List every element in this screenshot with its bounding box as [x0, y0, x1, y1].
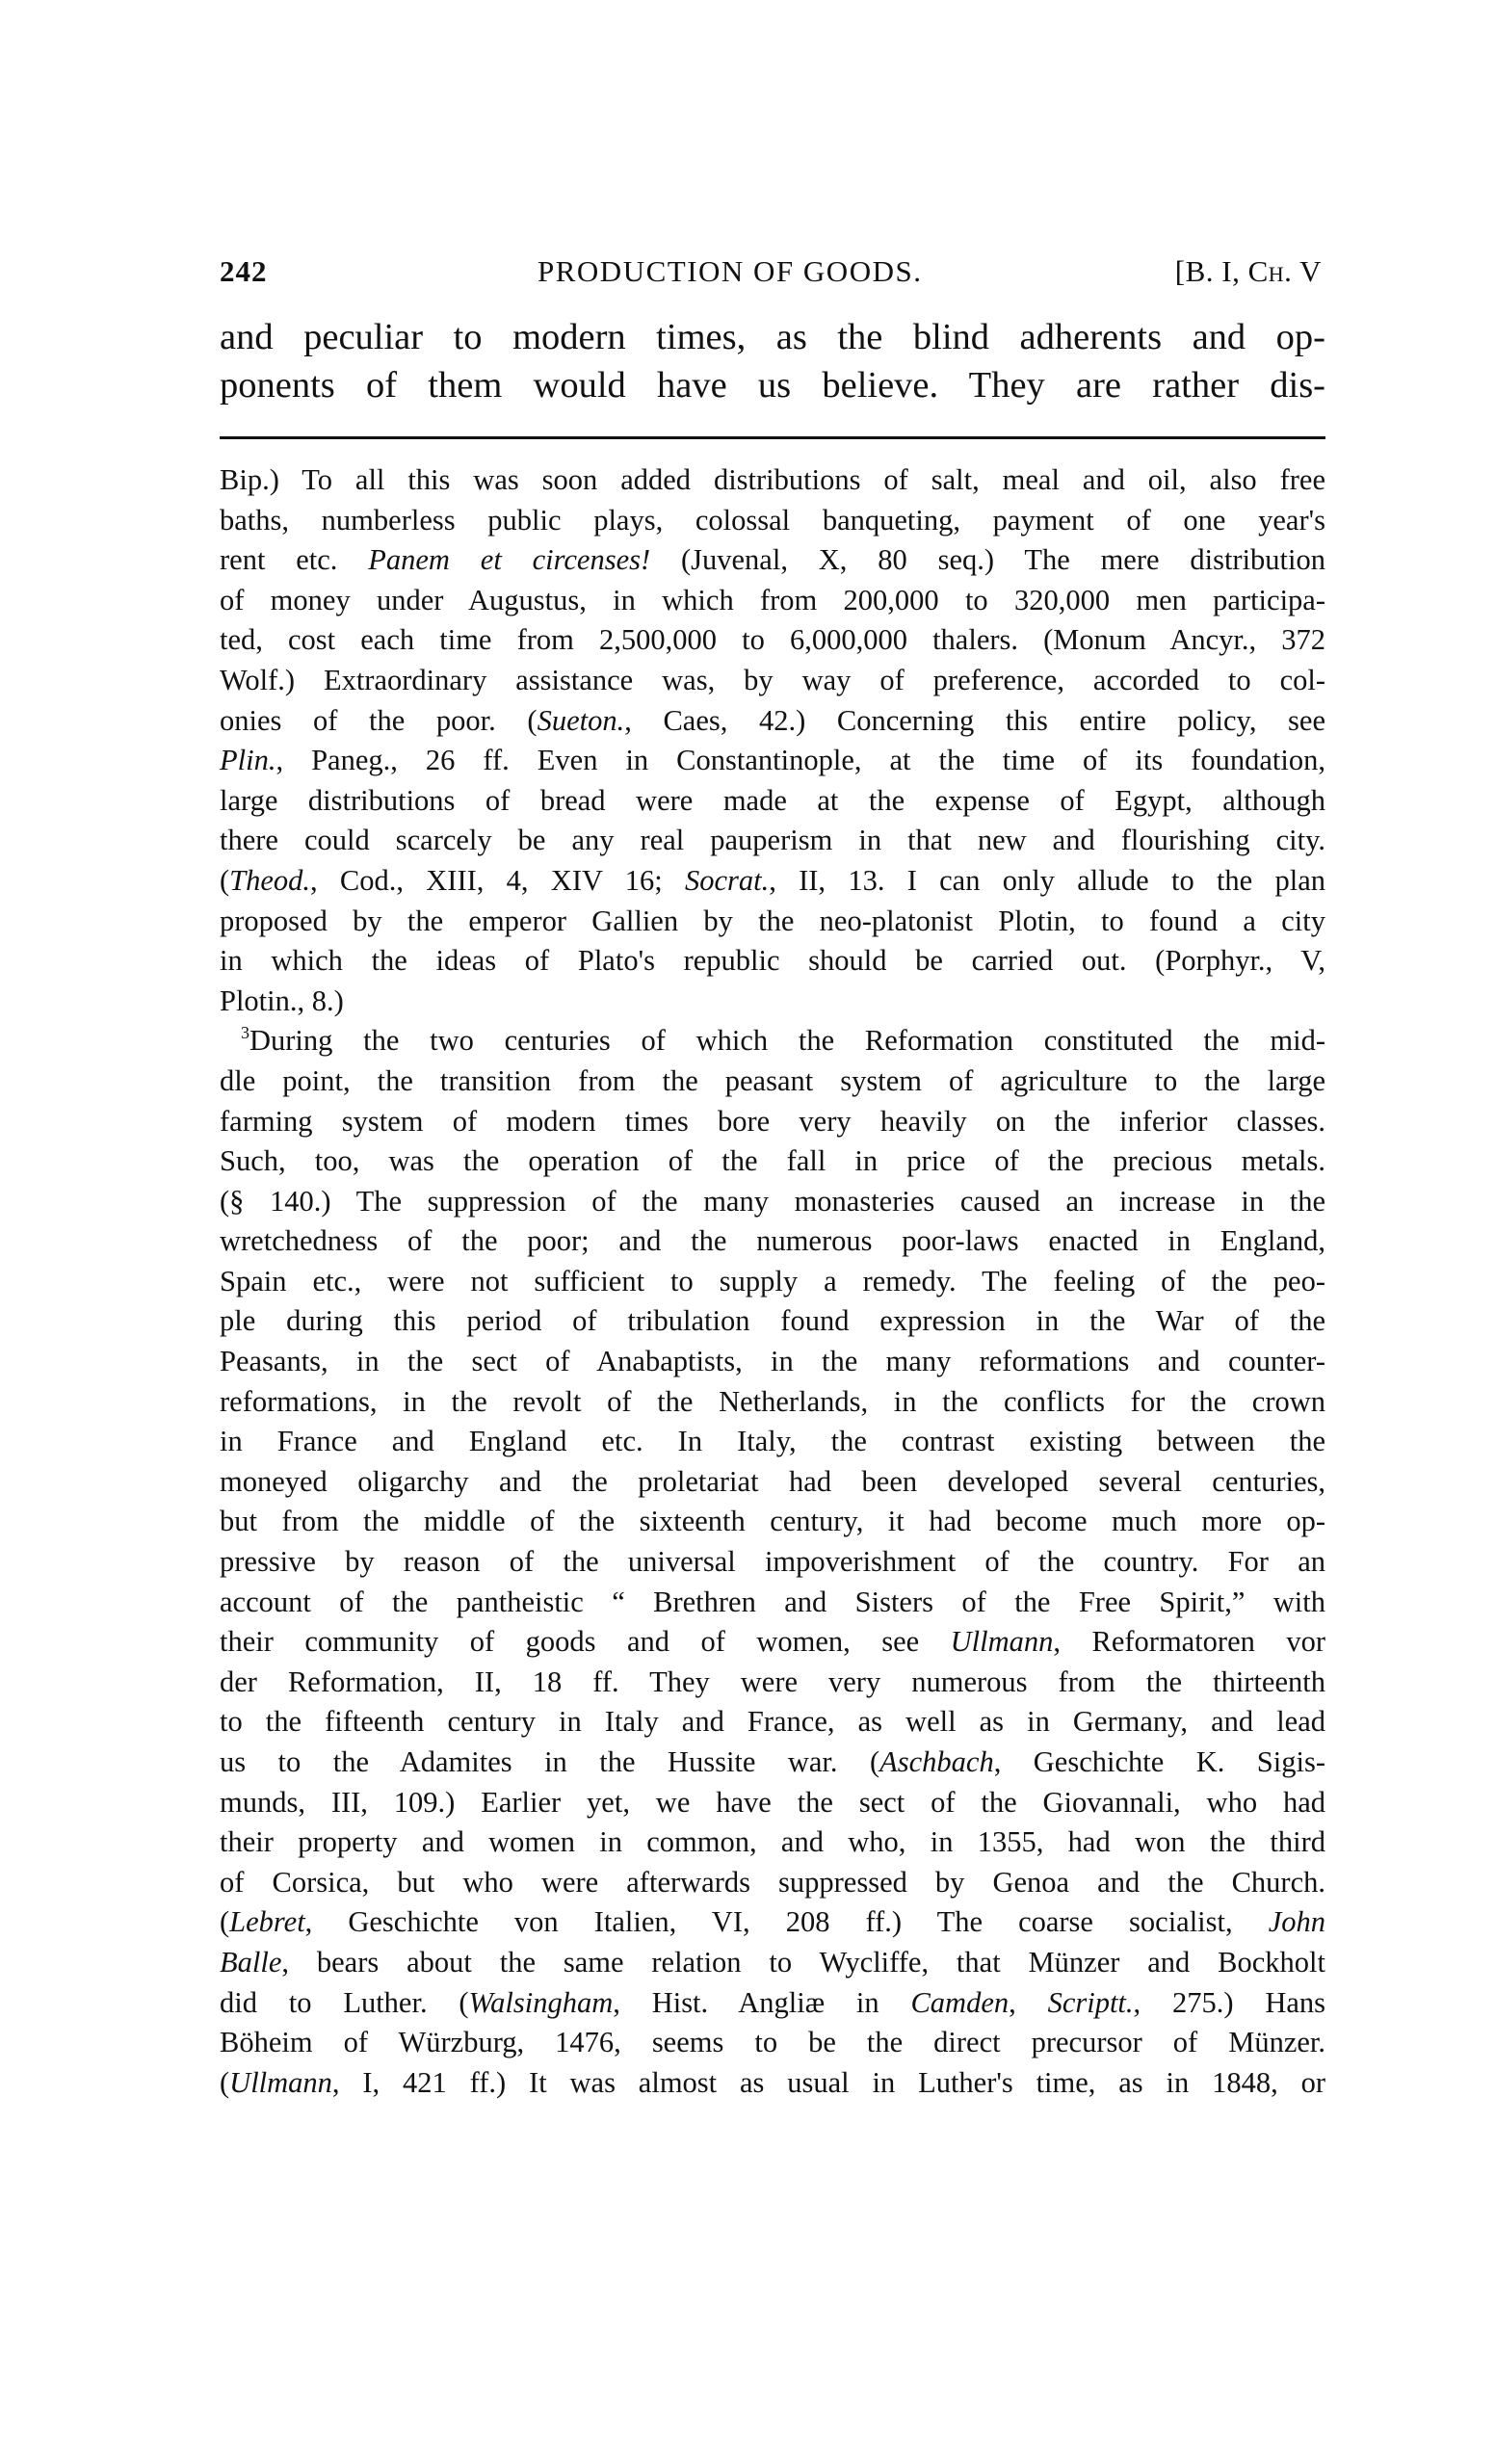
footnote-line	[220, 902, 1325, 942]
footnote-text: pressive by reason of the universal impoverishment of the country. For an	[220, 1545, 1325, 1579]
footnote-text: wretchedness of the poor; and the numerous poor-laws enacted in England,	[220, 1224, 1325, 1258]
footnote-text: Spain etc., were not sufficient to supply a remedy. The feeling of the peo-	[220, 1264, 1325, 1298]
footnote-line	[220, 2023, 1325, 2063]
footnote-text: account of the pantheistic “ Brethren and Sisters of the Free Spirit,” with	[220, 1585, 1325, 1618]
footnote-text: , Reformatoren vor	[1053, 1625, 1325, 1659]
footnote-line	[220, 1663, 1325, 1703]
footnote-separator-rule	[220, 436, 1325, 439]
footnote-line	[220, 1822, 1325, 1863]
footnote-line	[220, 1863, 1325, 1903]
footnote-text: Bip.) To all this was soon added distributions of salt, meal and oil, also free	[220, 463, 1325, 496]
footnote-line	[220, 1382, 1325, 1423]
citation-italic: Socrat.	[684, 863, 770, 897]
footnote-line	[220, 1301, 1325, 1342]
footnote-line	[220, 1141, 1325, 1182]
footnote-text: onies of the poor. (	[220, 703, 538, 737]
footnote-line	[220, 1102, 1325, 1142]
footnote-line	[220, 1902, 1325, 1943]
footnote-text: , Caes, 42.) Concerning this entire policy, see	[624, 703, 1326, 737]
footnote-text: Böheim of Würzburg, 1476, seems to be the direct precursor of Münzer.	[220, 2026, 1325, 2059]
running-head	[220, 252, 1325, 291]
footnote-marker: 3	[241, 1023, 249, 1043]
footnote-text: of Corsica, but who were afterwards suppressed by Genoa and the Church.	[220, 1865, 1325, 1899]
footnote-text: Plotin., 8.)	[220, 983, 344, 1017]
footnote-text: proposed by the emperor Gallien by the neo-platonist Plotin, to found a city	[220, 904, 1325, 937]
footnote-line	[220, 460, 1325, 501]
main-text-line: and peculiar to modern times, as the blind adherents and op-	[220, 317, 1325, 357]
footnote-line	[220, 1021, 1325, 1062]
footnote-text: their property and women in common, and who, in 1355, had won the third	[220, 1825, 1325, 1859]
section-reference	[1175, 252, 1322, 291]
footnote-text: , bears about the same relation to Wycliffe, that Münzer and Bockholt	[281, 1945, 1325, 1979]
footnote-line	[220, 540, 1325, 581]
citation-italic: Camden	[910, 1985, 1010, 2019]
footnote-text: , I, 421 ff.) It was almost as usual in Luther's time, as in 1848, or	[331, 2065, 1325, 2099]
footnote-text: , II, 13. I can only allude to the plan	[769, 863, 1325, 897]
footnote-text: , Paneg., 26 ff. Even in Constantinople, at the time of its foundation,	[275, 744, 1325, 777]
footnote-line	[220, 1422, 1325, 1462]
footnote-text: ted, cost each time from 2,500,000 to 6,000,000 thalers. (Monum Ancyr., 372	[220, 623, 1325, 657]
citation-italic: Plin.	[220, 744, 276, 777]
footnote-text: there could scarcely be any real pauperism in that new and flourishing city.	[220, 824, 1325, 857]
footnote-line	[220, 1221, 1325, 1262]
footnote-text: , Geschichte K. Sigis-	[993, 1745, 1325, 1778]
citation-italic: Ullmann	[229, 2065, 332, 2099]
page-number: 242	[220, 254, 268, 288]
footnote-line	[220, 781, 1325, 822]
citation-italic: Ullmann	[950, 1625, 1054, 1659]
footnote-text: , Hist. Angliæ in	[613, 1985, 911, 2019]
footnote-line	[220, 741, 1325, 781]
footnote-text: large distributions of bread were made at the expense of Egypt, although	[220, 783, 1325, 817]
footnote-line	[220, 661, 1325, 701]
footnote-text: dle point, the transition from the peasant system of agriculture to the large	[220, 1063, 1325, 1097]
footnote-text: ple during this period of tribulation found expression in the War of the	[220, 1304, 1325, 1338]
footnote-text: in which the ideas of Plato's republic should be carried out. (Porphyr., V,	[220, 944, 1325, 978]
footnote-text: baths, numberless public plays, colossal banqueting, payment of one year's	[220, 503, 1325, 537]
footnote-line	[220, 821, 1325, 861]
footnote-text: , Geschichte von Italien, VI, 208 ff.) The coarse socialist,	[304, 1905, 1269, 1939]
footnote-line	[220, 1783, 1325, 1823]
footnote-text: reformations, in the revolt of the Netherlands, in the conflicts for the crown	[220, 1384, 1325, 1418]
citation-italic: Balle	[220, 1945, 282, 1979]
footnote-text: moneyed oligarchy and the proletariat had been developed several centuries,	[220, 1464, 1325, 1498]
footnote-line	[220, 1062, 1325, 1102]
citation-italic: Lebret	[229, 1905, 305, 1939]
footnote-text: (Juvenal, X, 80 seq.) The mere distribution	[650, 543, 1325, 577]
footnote-3	[220, 1021, 1325, 2103]
footnote-line	[220, 1622, 1325, 1663]
footnote-line	[220, 701, 1325, 742]
main-text-line: ponents of them would have us believe. They are rather dis-	[220, 365, 1325, 406]
citation-italic: Walsingham	[468, 1985, 614, 2019]
footnote-text: During the two centuries of which the Reformation constituted the mid-	[249, 1024, 1325, 1058]
citation-italic: Panem et circenses!	[368, 543, 651, 577]
footnote-line	[220, 620, 1325, 661]
footnote-text: , Cod., XIII, 4, XIV 16;	[310, 863, 685, 897]
footnote-text: their community of goods and of women, see	[220, 1625, 951, 1659]
footnote-text: to the fifteenth century in Italy and France, as well as in Germany, and lead	[220, 1705, 1325, 1739]
footnotes	[220, 460, 1325, 2103]
citation-italic: Sueton.	[537, 703, 625, 737]
footnote-text: farming system of modern times bore very heavily on the inferior classes.	[220, 1104, 1325, 1138]
footnote-line	[220, 1502, 1325, 1542]
footnote-text: us to the Adamites in the Hussite war. (	[220, 1745, 880, 1778]
running-title: PRODUCTION OF GOODS.	[538, 254, 923, 288]
footnote-line	[220, 1743, 1325, 1783]
footnote-line	[220, 861, 1325, 902]
footnote-line	[220, 1182, 1325, 1222]
main-text	[220, 313, 1325, 409]
footnote-text: Peasants, in the sect of Anabaptists, in the many reformations and counter-	[220, 1345, 1325, 1378]
citation-italic: Scriptt.	[1047, 1985, 1134, 2019]
footnote-text: ,	[1009, 1985, 1048, 2019]
footnote-line	[220, 501, 1325, 541]
footnote-line	[220, 982, 1325, 1022]
footnote-line	[220, 1542, 1325, 1583]
footnote-line	[220, 1462, 1325, 1503]
footnote-text: , 275.) Hans	[1133, 1985, 1325, 2019]
citation-italic: Theod.	[229, 863, 311, 897]
footnote-text: (	[220, 2065, 230, 2099]
footnote-line	[220, 581, 1325, 621]
footnote-text: rent etc.	[220, 543, 369, 577]
footnote-text: (	[220, 1905, 230, 1939]
section-chapter-abbrev: Ch.	[1247, 254, 1293, 288]
footnote-text: Such, too, was the operation of the fall in price of the precious metals.	[220, 1144, 1325, 1178]
citation-italic: Aschbach	[879, 1745, 994, 1778]
footnote-line	[220, 1262, 1325, 1302]
footnote-line	[220, 1702, 1325, 1743]
footnote-line	[220, 1342, 1325, 1382]
footnote-text: Wolf.) Extraordinary assistance was, by way of preference, accorded to col-	[220, 663, 1325, 696]
footnote-text: in France and England etc. In Italy, the contrast existing between the	[220, 1425, 1325, 1458]
footnote-line	[220, 941, 1325, 982]
footnote-text: but from the middle of the sixteenth century, it had become much more op-	[220, 1505, 1325, 1538]
footnote-text: munds, III, 109.) Earlier yet, we have the sect of the Giovannali, who had	[220, 1785, 1325, 1819]
footnote-text: (§ 140.) The suppression of the many monasteries caused an increase in the	[220, 1184, 1325, 1218]
footnote-line	[220, 1583, 1325, 1623]
footnote-line	[220, 1943, 1325, 1983]
citation-italic: John	[1268, 1905, 1325, 1939]
footnote-text: (	[220, 863, 230, 897]
footnote-text: der Reformation, II, 18 ff. They were very numerous from the thirteenth	[220, 1665, 1325, 1698]
section-suffix: V	[1292, 254, 1322, 288]
footnote-continued	[220, 460, 1325, 1021]
footnote-line	[220, 2063, 1325, 2104]
footnote-text: of money under Augustus, in which from 200,000 to 320,000 men participa-	[220, 583, 1325, 616]
footnote-line	[220, 1983, 1325, 2024]
section-prefix: [B. I,	[1174, 254, 1248, 288]
footnote-text: did to Luther. (	[220, 1985, 469, 2019]
